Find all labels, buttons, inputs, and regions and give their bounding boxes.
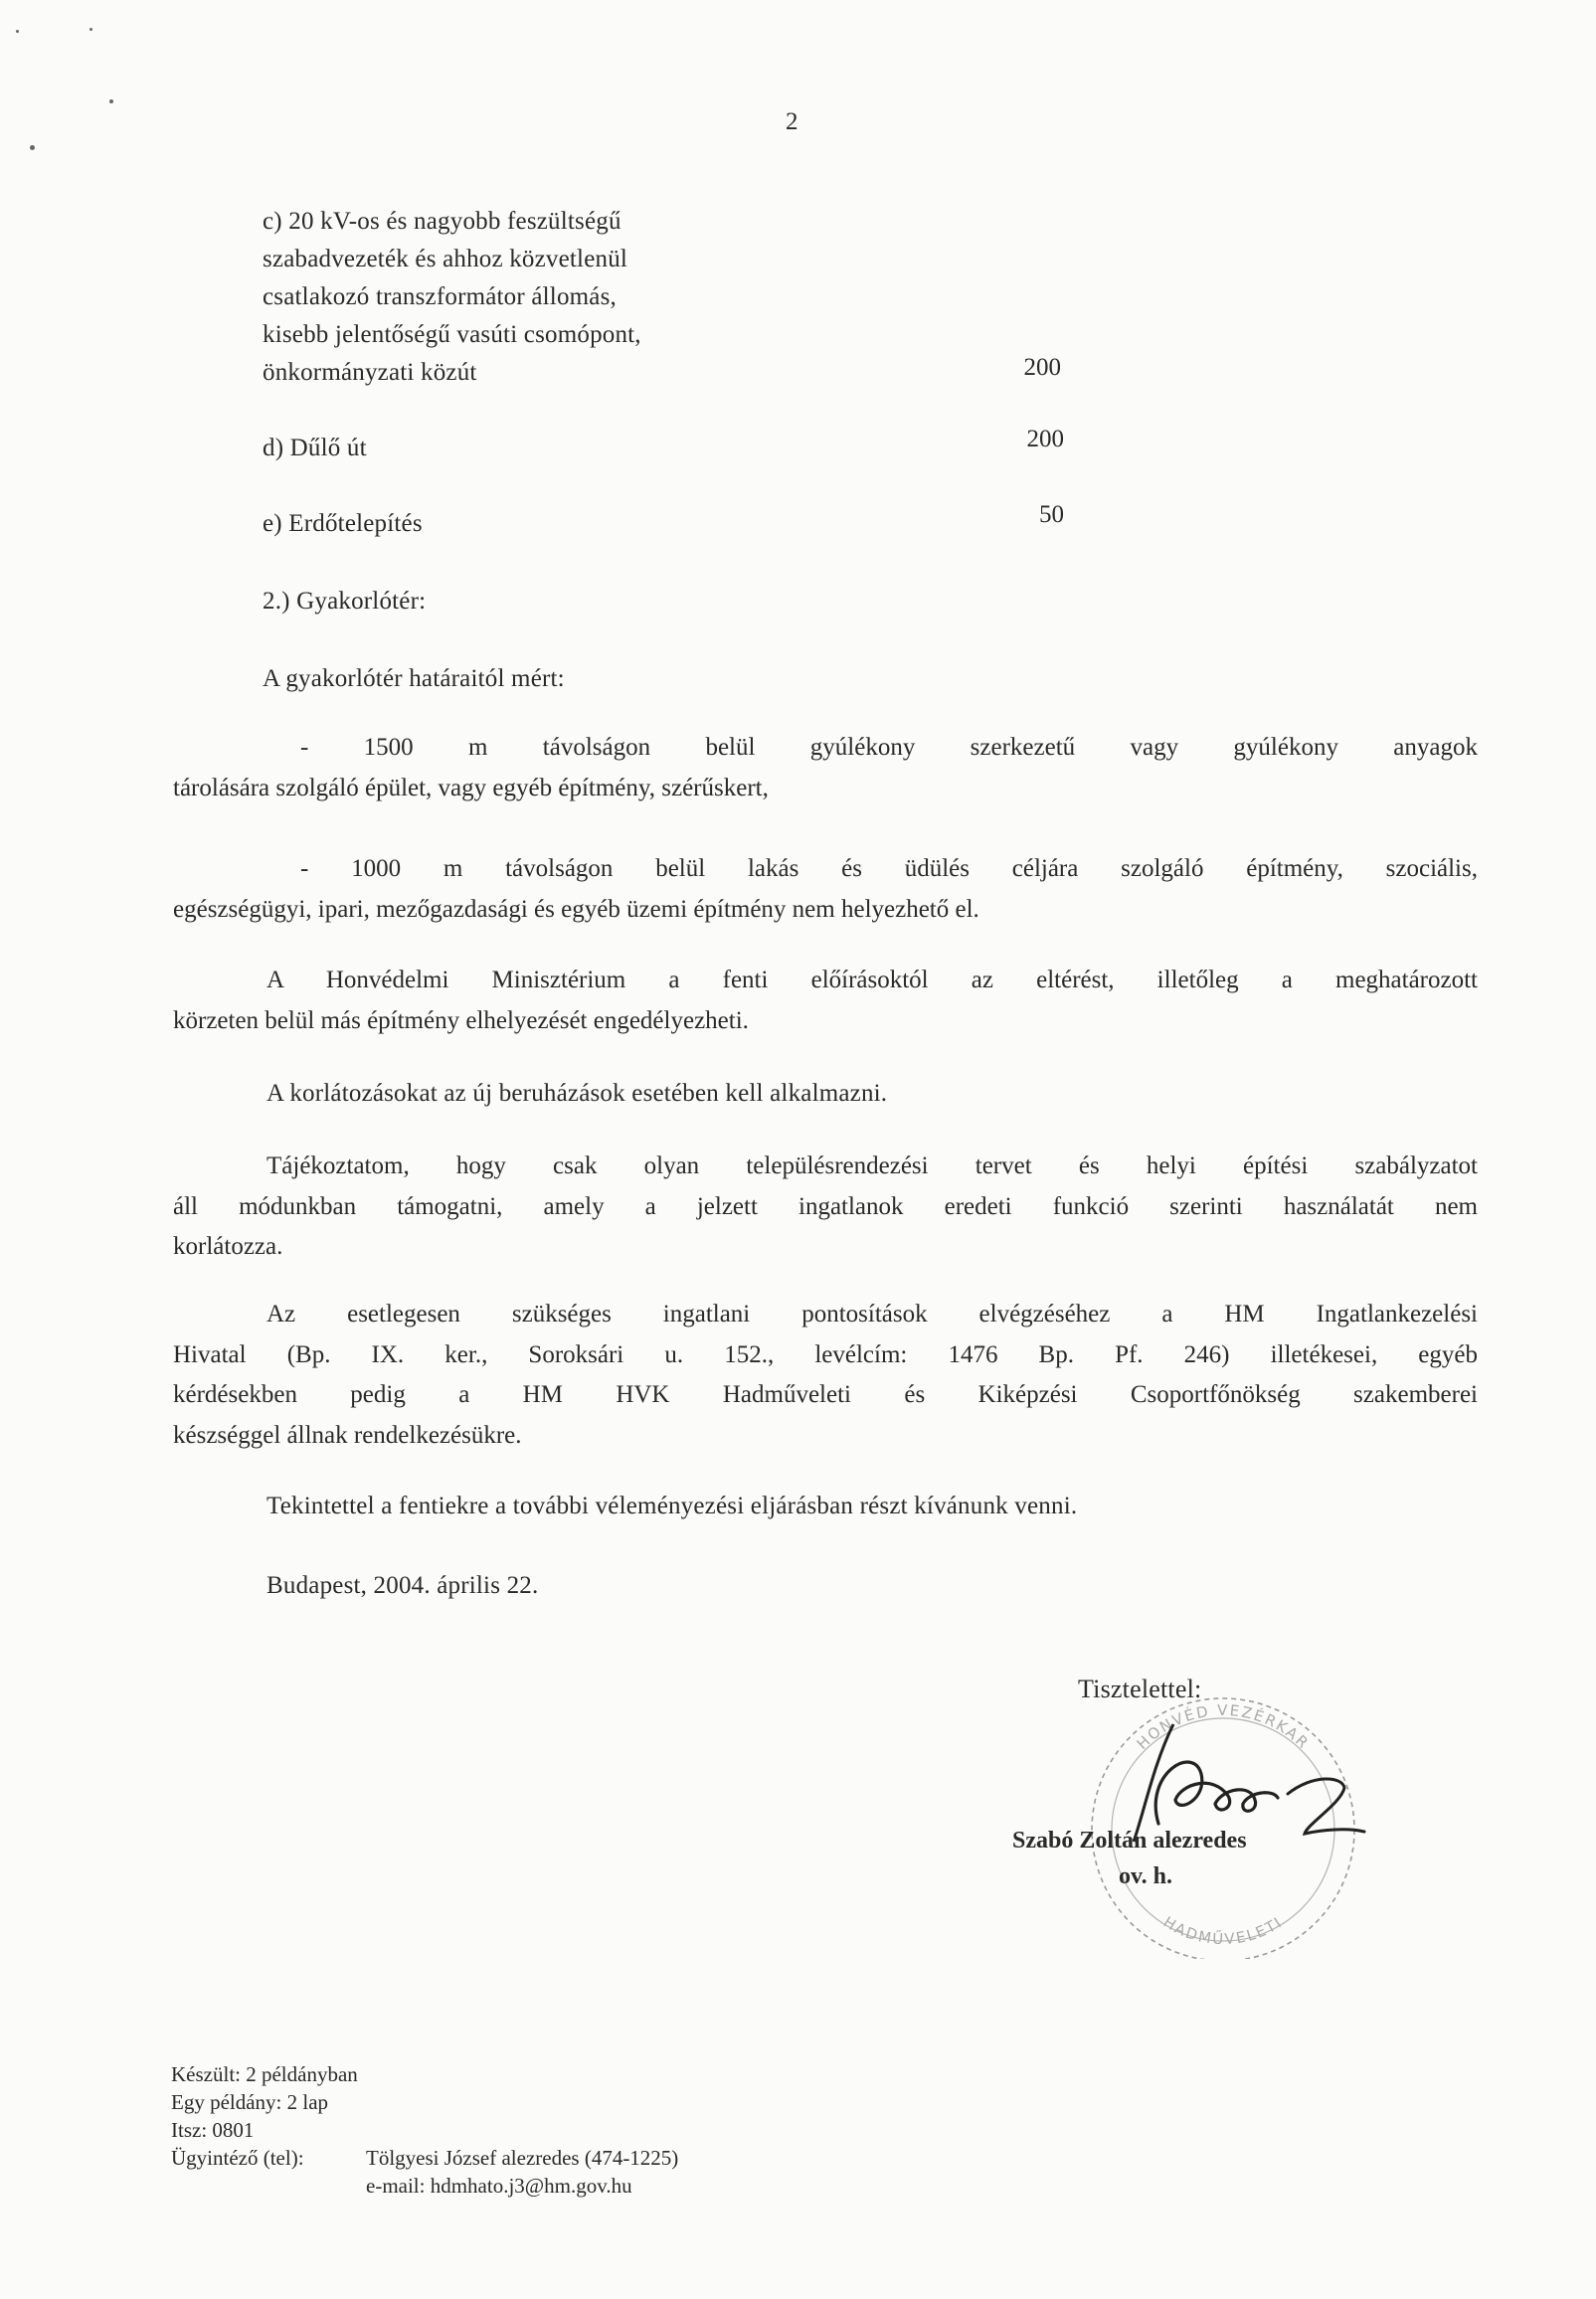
paragraph-line: egészségügyi, ipari, mezőgazdasági és egyéb üzemi építmény nem helyezhető el. — [173, 895, 979, 923]
handwritten-signature — [1084, 1704, 1382, 1844]
document-footer — [171, 2060, 678, 2200]
section-2-heading: 2.) Gyakorlótér: — [263, 588, 427, 615]
signature-greeting: Tisztelettel: — [1078, 1675, 1202, 1703]
scan-speck — [30, 145, 35, 150]
scan-speck — [109, 99, 113, 103]
signature-block — [1012, 1641, 1402, 1959]
footer-email: e-mail: hdmhato.j3@hm.gov.hu — [366, 2174, 632, 2198]
stamp-text-bottom: HADMŰVELETI — [1159, 1912, 1287, 1949]
item-c-line: szabadvezeték és ahhoz közvetlenül — [263, 246, 628, 272]
item-e-value: 50 — [1039, 501, 1064, 528]
paragraph-participation: Tekintettel a fentiekre a további véleményezési eljárásban részt kívánunk venni. — [266, 1493, 1078, 1519]
paragraph-1500m — [173, 728, 1478, 808]
item-d-value: 200 — [1026, 426, 1064, 452]
item-c-line: c) 20 kV-os és nagyobb feszültségű — [263, 208, 621, 235]
paragraph-restrictions: A korlátozásokat az új beruházások esetében kell alkalmazni. — [266, 1080, 888, 1107]
stamp-text-top: HONVÉD VEZÉRKAR — [1133, 1701, 1314, 1753]
paragraph-line: - 1000 m távolságon belül lakás és üdülés céljára szolgáló építmény, szociális, — [300, 855, 1478, 882]
paragraph-inform — [173, 1147, 1478, 1268]
footer-clerk-value: Tölgyesi József alezredes (474-1225) — [366, 2146, 679, 2170]
signatory-role: ov. h. — [1119, 1863, 1173, 1889]
paragraph-line: tárolására szolgáló épület, vagy egyéb építmény, szérűskert, — [173, 774, 769, 801]
page-number: 2 — [786, 108, 798, 135]
paragraph-line: A Honvédelmi Minisztérium a fenti előírásoktól az eltérést, illetőleg a meghatározott — [266, 967, 1478, 993]
footer-registry: Itsz: 0801 — [171, 2118, 255, 2142]
item-e-label: e) Erdőtelepítés — [263, 510, 423, 537]
paragraph-line: korlátozza. — [173, 1233, 283, 1260]
footer-clerk-label: Ügyintéző (tel): — [171, 2146, 304, 2170]
paragraph-line: Tájékoztatom, hogy csak olyan településrendezési tervet és helyi építési szabályzatot — [266, 1152, 1478, 1179]
paragraph-1000m — [173, 849, 1478, 930]
signatory-name: Szabó Zoltán alezredes — [1012, 1828, 1247, 1854]
item-c-line: kisebb jelentőségű vasúti csomópont, — [263, 321, 641, 348]
paragraph-line: körzeten belül más építmény elhelyezését engedélyezheti. — [173, 1006, 749, 1034]
paragraph-line: kérdésekben pedig a HM HVK Hadműveleti és Kiképzési Csoportfőnökség szakemberei — [173, 1381, 1478, 1408]
paragraph-line: - 1500 m távolságon belül gyúlékony szerkezetű vagy gyúlékony anyagok — [300, 734, 1478, 761]
paragraph-line: Az esetlegesen szükséges ingatlani pontosítások elvégzéséhez a HM Ingatlankezelési — [266, 1301, 1478, 1327]
item-d-label: d) Dűlő út — [263, 435, 367, 461]
svg-text:HADMŰVELETI — [1160, 1913, 1287, 1948]
item-c-line: önkormányzati közút — [263, 359, 477, 386]
item-c — [263, 203, 641, 392]
item-c-line: csatlakozó transzformátor állomás, — [263, 283, 617, 310]
place-date: Budapest, 2004. április 22. — [266, 1572, 539, 1599]
paragraph-line: Hivatal (Bp. IX. ker., Soroksári u. 152., levélcím: 1476 Bp. Pf. 246) illetékesei, egyéb — [173, 1340, 1478, 1368]
scan-speck — [16, 30, 19, 33]
scan-speck — [89, 28, 92, 31]
paragraph-line: áll módunkban támogatni, amely a jelzett ingatlanok eredeti funkció szerinti használatát nem — [173, 1192, 1478, 1220]
paragraph-contacts — [173, 1295, 1478, 1456]
measured-intro: A gyakorlótér határaitól mért: — [263, 665, 565, 692]
paragraph-ministry — [173, 961, 1478, 1041]
paragraph-line: készséggel állnak rendelkezésükre. — [173, 1421, 522, 1449]
footer-pages: Egy példány: 2 lap — [171, 2090, 329, 2114]
item-c-value: 200 — [1023, 354, 1061, 381]
footer-copies: Készült: 2 példányban — [171, 2062, 358, 2086]
footer-clerk-row — [171, 2144, 678, 2172]
